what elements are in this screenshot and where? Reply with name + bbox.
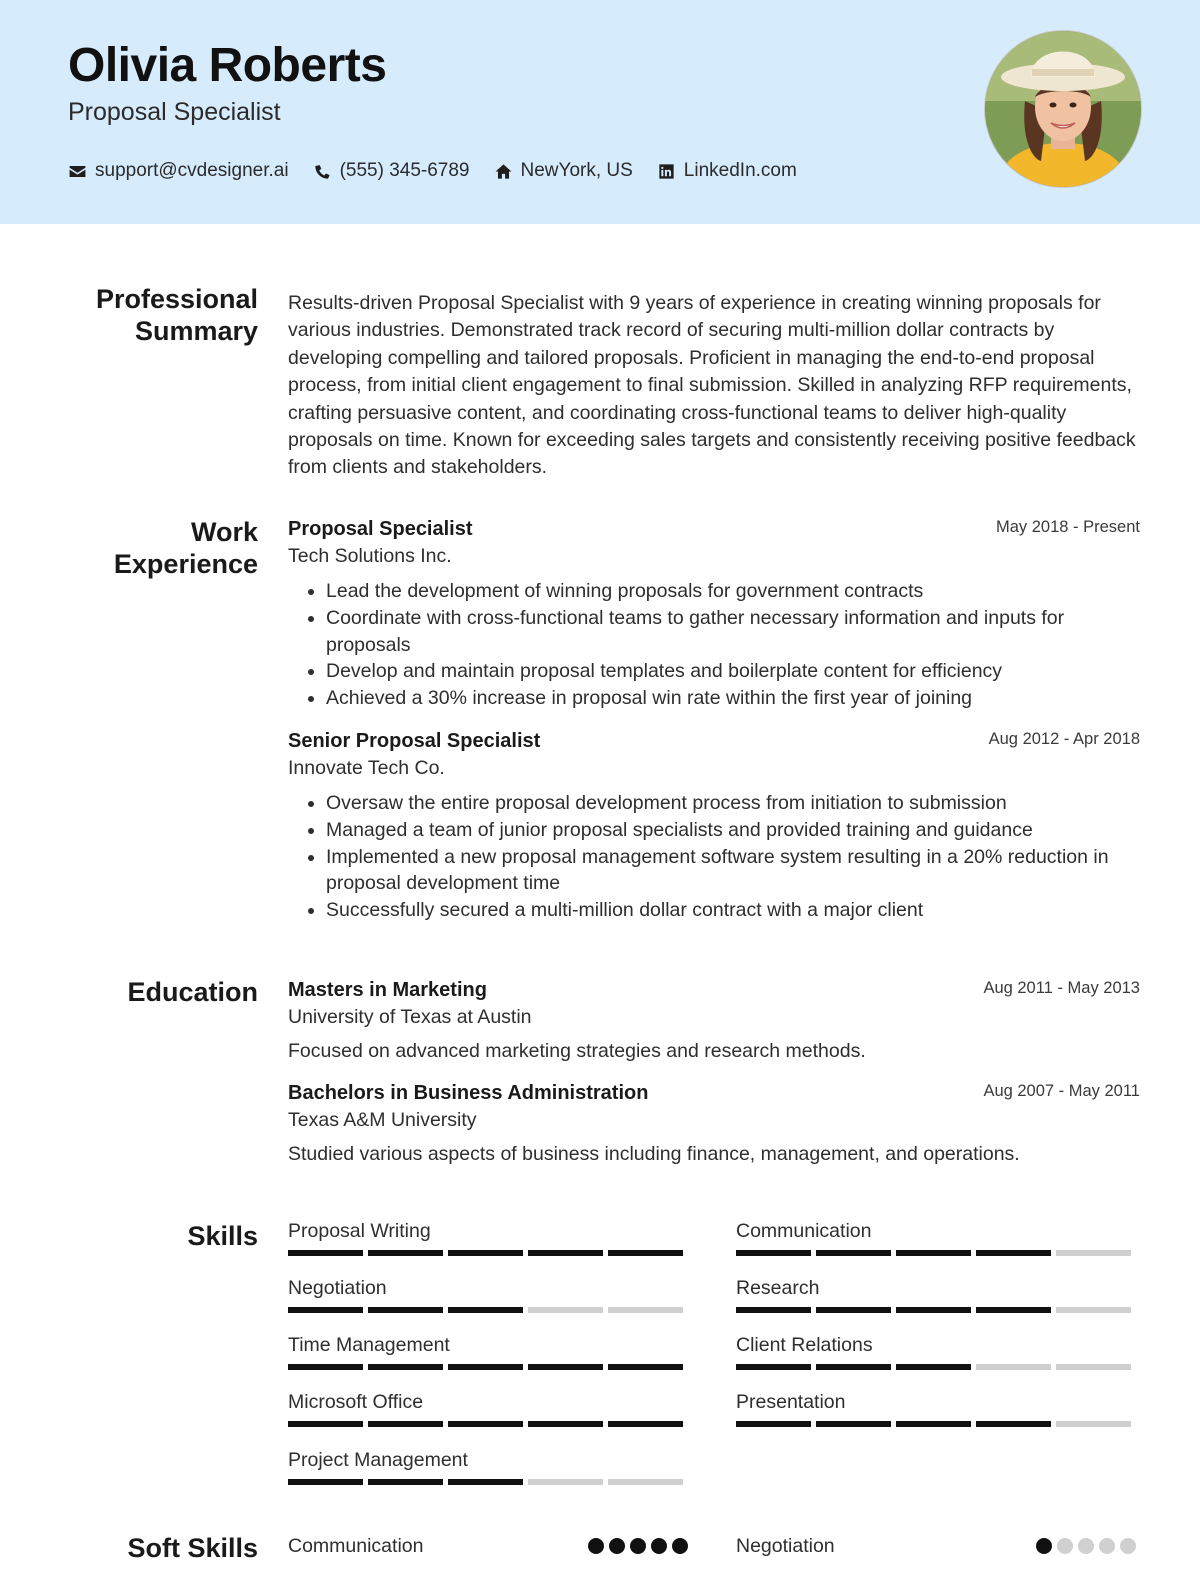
- job-bullet: • Develop and maintain proposal templates and boilerplate content for efficiency: [326, 658, 1140, 685]
- degree-title: Masters in Marketing: [288, 979, 487, 1001]
- skill-level-bar: [288, 1479, 688, 1485]
- skill-level-bar: [736, 1307, 1136, 1313]
- rating-dot-empty: [1120, 1538, 1136, 1554]
- job-bullets: [288, 578, 1140, 712]
- candidate-role: Proposal Specialist: [68, 98, 281, 126]
- skill-name: Research: [736, 1277, 820, 1299]
- contact-bar: [68, 157, 821, 185]
- skill-name: Time Management: [288, 1334, 450, 1356]
- skill-segment-filled: [976, 1250, 1051, 1256]
- experience-heading: [38, 516, 258, 580]
- job-bullet: • Successfully secured a multi-million dollar contract with a major client: [326, 897, 1140, 924]
- skill-level-bar: [736, 1421, 1136, 1427]
- job-title: Senior Proposal Specialist: [288, 730, 541, 752]
- skill-segment-empty: [1056, 1307, 1131, 1313]
- skill-segment-filled: [896, 1364, 971, 1370]
- skill-segment-filled: [368, 1421, 443, 1427]
- skill-segment-filled: [736, 1250, 811, 1256]
- education-description: Focused on advanced marketing strategies and research methods.: [288, 1040, 866, 1062]
- skill-segment-filled: [816, 1421, 891, 1427]
- education-entry: [288, 977, 1140, 1065]
- skill-segment-filled: [448, 1479, 523, 1485]
- job-bullet: • Lead the development of winning proposals for government contracts: [326, 578, 1140, 605]
- skill-segment-filled: [816, 1307, 891, 1313]
- job-dates: May 2018 - Present: [996, 518, 1140, 536]
- skill-item: [288, 1389, 688, 1427]
- skill-segment-filled: [368, 1250, 443, 1256]
- education-dates: Aug 2011 - May 2013: [983, 979, 1140, 997]
- skill-segment-filled: [976, 1421, 1051, 1427]
- experience-heading-line1: Work: [190, 517, 258, 547]
- summary-text: Results-driven Proposal Specialist with 9 years of experience in creating winning proposals for various industries. Demonstrated track record of securing multi-million dollar contracts by developing compelling and tailored proposals. Proficient in managing the end-to-end proposal process, from initial client engagement to final submission. Skilled in analyzing RFP requirements, crafting persuasive content, and coordinating cross-functional teams to deliver high-quality proposals on time. Known for exceeding sales targets and consistently receiving positive feedback from clients and stakeholders.: [288, 292, 1136, 479]
- education-heading: Education: [127, 977, 258, 1007]
- education-entry: [288, 1080, 1140, 1168]
- skill-segment-filled: [448, 1364, 523, 1370]
- skill-segment-filled: [288, 1364, 363, 1370]
- contact-phone[interactable]: [313, 160, 470, 182]
- skill-name: Microsoft Office: [288, 1391, 424, 1413]
- skills-heading: Skills: [187, 1221, 258, 1251]
- skill-item: [736, 1332, 1136, 1370]
- skill-level-bar: [288, 1307, 688, 1313]
- skill-segment-empty: [1056, 1364, 1131, 1370]
- rating-dot-empty: [1057, 1538, 1073, 1554]
- job-bullet: • Implemented a new proposal management software system resulting in a 20% reduction in proposal development time: [326, 844, 1140, 898]
- skill-segment-empty: [608, 1307, 683, 1313]
- job-company: Innovate Tech Co.: [288, 757, 445, 779]
- rating-dot-empty: [1078, 1538, 1094, 1554]
- skill-name: Project Management: [288, 1449, 468, 1471]
- skill-segment-filled: [896, 1307, 971, 1313]
- contact-location-text: NewYork, US: [520, 160, 633, 181]
- contact-location: [494, 160, 633, 182]
- job-bullet: • Oversaw the entire proposal development process from initiation to submission: [326, 790, 1140, 817]
- skill-segment-filled: [288, 1479, 363, 1485]
- profile-photo: [984, 30, 1142, 188]
- skill-segment-filled: [896, 1421, 971, 1427]
- skill-level-bar: [736, 1250, 1136, 1256]
- skill-level-bar: [288, 1421, 688, 1427]
- skill-item: [288, 1275, 688, 1313]
- skill-item: [736, 1218, 1136, 1256]
- job-bullet: • Coordinate with cross-functional teams to gather necessary information and inputs for proposals: [326, 605, 1140, 659]
- skill-item: [736, 1389, 1136, 1427]
- skill-item: [288, 1218, 688, 1256]
- skill-name: Presentation: [736, 1391, 846, 1413]
- skill-segment-empty: [528, 1307, 603, 1313]
- rating-dot-filled: [672, 1538, 688, 1554]
- skill-segment-filled: [976, 1307, 1051, 1313]
- soft-skill-name: Communication: [288, 1535, 424, 1557]
- skill-segment-filled: [736, 1307, 811, 1313]
- job-company: Tech Solutions Inc.: [288, 545, 452, 567]
- job-bullets: [288, 790, 1140, 924]
- skill-name: Client Relations: [736, 1334, 873, 1356]
- skill-segment-empty: [608, 1479, 683, 1485]
- contact-email-text: support@cvdesigner.ai: [95, 160, 289, 181]
- summary-heading-line2: Summary: [134, 316, 258, 346]
- skill-segment-filled: [896, 1250, 971, 1256]
- contact-linkedin-text: LinkedIn.com: [683, 160, 797, 181]
- skill-item: [736, 1275, 1136, 1313]
- skill-segment-filled: [288, 1421, 363, 1427]
- soft-skill-rating: [588, 1538, 688, 1554]
- contact-linkedin[interactable]: [657, 160, 797, 182]
- skill-segment-filled: [448, 1307, 523, 1313]
- soft-skill-item: [736, 1532, 1136, 1560]
- skill-segment-filled: [368, 1479, 443, 1485]
- skill-segment-filled: [736, 1421, 811, 1427]
- skill-segment-filled: [448, 1421, 523, 1427]
- rating-dot-filled: [609, 1538, 625, 1554]
- education-description: Studied various aspects of business including finance, management, and operations.: [288, 1143, 1020, 1165]
- rating-dot-filled: [630, 1538, 646, 1554]
- skill-segment-filled: [368, 1364, 443, 1370]
- skill-segment-filled: [816, 1364, 891, 1370]
- skill-segment-filled: [528, 1421, 603, 1427]
- skill-name: Negotiation: [288, 1277, 387, 1299]
- job-dates: Aug 2012 - Apr 2018: [988, 730, 1140, 748]
- education-dates: Aug 2007 - May 2011: [983, 1082, 1140, 1100]
- skill-level-bar: [736, 1364, 1136, 1370]
- skill-segment-filled: [528, 1364, 603, 1370]
- skill-segment-filled: [528, 1250, 603, 1256]
- skill-segment-empty: [1056, 1250, 1131, 1256]
- skill-segment-filled: [816, 1250, 891, 1256]
- degree-title: Bachelors in Business Administration: [288, 1082, 649, 1104]
- phone-icon: [313, 162, 332, 181]
- skill-segment-empty: [1056, 1421, 1131, 1427]
- skill-segment-filled: [448, 1250, 523, 1256]
- skill-segment-filled: [288, 1307, 363, 1313]
- skill-segment-filled: [288, 1250, 363, 1256]
- portrait-illustration: [985, 31, 1141, 187]
- job-entry: [288, 516, 1140, 712]
- summary-heading-line1: Professional: [95, 284, 258, 314]
- school-name: University of Texas at Austin: [288, 1006, 532, 1028]
- job-bullet: • Managed a team of junior proposal specialists and provided training and guidance: [326, 817, 1140, 844]
- rating-dot-empty: [1099, 1538, 1115, 1554]
- job-title: Proposal Specialist: [288, 518, 473, 540]
- skill-segment-empty: [976, 1364, 1051, 1370]
- skill-segment-empty: [528, 1479, 603, 1485]
- candidate-name: Olivia Roberts: [68, 39, 387, 92]
- summary-heading: [38, 283, 258, 347]
- soft-skill-item: [288, 1532, 688, 1560]
- rating-dot-filled: [651, 1538, 667, 1554]
- skill-level-bar: [288, 1364, 688, 1370]
- school-name: Texas A&M University: [288, 1109, 477, 1131]
- resume-header: [0, 0, 1200, 224]
- skill-segment-filled: [608, 1421, 683, 1427]
- skill-item: [288, 1447, 688, 1485]
- skill-name: Proposal Writing: [288, 1220, 431, 1242]
- skill-segment-filled: [608, 1364, 683, 1370]
- soft-skill-name: Negotiation: [736, 1535, 835, 1557]
- skill-name: Communication: [736, 1220, 872, 1242]
- skill-segment-filled: [736, 1364, 811, 1370]
- skill-item: [288, 1332, 688, 1370]
- soft-skills-heading: Soft Skills: [127, 1533, 258, 1563]
- job-bullet: • Achieved a 30% increase in proposal win rate within the first year of joining: [326, 685, 1140, 712]
- skill-segment-filled: [368, 1307, 443, 1313]
- rating-dot-filled: [588, 1538, 604, 1554]
- rating-dot-filled: [1036, 1538, 1052, 1554]
- job-entry: [288, 728, 1140, 924]
- home-icon: [494, 162, 513, 181]
- skill-level-bar: [288, 1250, 688, 1256]
- envelope-icon: [68, 162, 87, 181]
- linkedin-icon: [657, 162, 676, 181]
- skill-segment-filled: [608, 1250, 683, 1256]
- experience-heading-line2: Experience: [113, 549, 258, 579]
- soft-skill-rating: [1036, 1538, 1136, 1554]
- contact-email[interactable]: [68, 160, 289, 182]
- contact-phone-text: (555) 345-6789: [339, 160, 470, 181]
